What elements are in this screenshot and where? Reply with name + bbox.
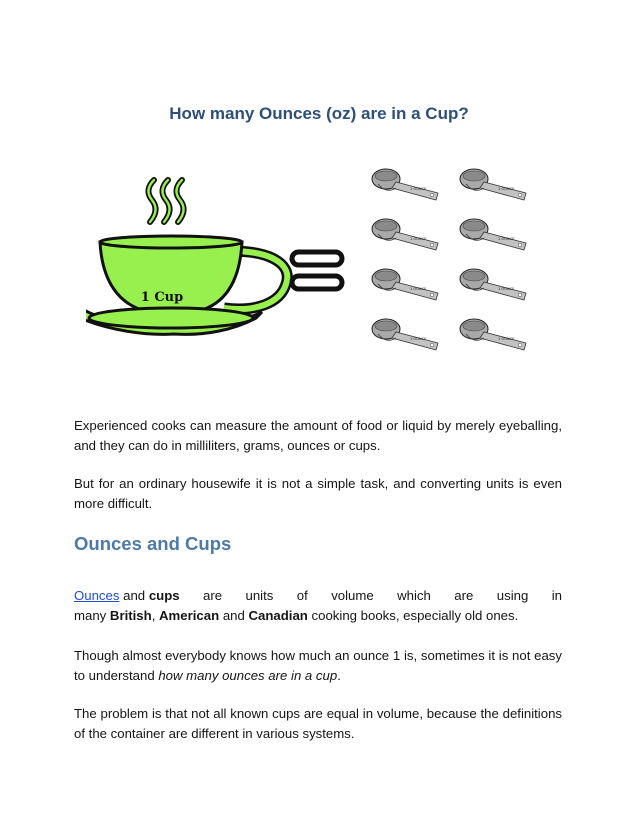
spoon-label: 1 OUNCE <box>410 287 427 291</box>
teacup-icon <box>86 236 287 334</box>
page-title: How many Ounces (oz) are in a Cup? <box>169 104 469 123</box>
measuring-spoon-icon <box>460 319 526 350</box>
text-period: . <box>337 668 341 683</box>
equals-sign-icon <box>292 252 342 289</box>
italic-question: how many ounces are in a cup <box>158 668 338 683</box>
units-paragraph-lead <box>74 586 180 606</box>
section-heading: Ounces and Cups <box>74 533 232 554</box>
intro-paragraph-2: But for an ordinary housewife it is not a simple task, and converting units is even more difficult. <box>74 476 562 511</box>
ounces-link[interactable]: Ounces <box>74 588 120 603</box>
measuring-spoon-icon <box>372 319 438 350</box>
measuring-spoon-icon <box>460 169 526 200</box>
spoon-label: 1 OUNCE <box>410 237 427 241</box>
word: which <box>397 588 431 603</box>
text-end: cooking books, especially old ones. <box>311 608 519 623</box>
bold-american: American <box>159 608 220 623</box>
text-and: and <box>123 588 146 603</box>
steam-icon <box>148 180 183 222</box>
word: are <box>203 588 223 603</box>
spoon-label: 1 OUNCE <box>498 237 515 241</box>
measuring-spoon-icon <box>372 219 438 250</box>
spoon-label: 1 OUNCE <box>498 187 515 191</box>
bold-cups: cups <box>148 588 180 603</box>
text: Though almost everybody knows how much an ounce 1 is, sometimes it is not easy to understand <box>74 648 562 683</box>
cup-to-ounces-illustration <box>86 168 536 378</box>
word: using <box>496 588 529 603</box>
cup-label: 1 Cup <box>140 290 184 305</box>
text-comma: , <box>151 608 156 623</box>
bold-british: British <box>109 608 152 623</box>
word: of <box>296 588 308 603</box>
measuring-spoon-icon <box>372 169 438 200</box>
units-paragraph-line-1 <box>74 586 562 606</box>
text-many: many <box>74 608 107 623</box>
units-paragraph-line-2 <box>74 606 562 626</box>
problem-paragraph: The problem is that not all known cups are equal in volume, because the definitions of the container are different in various systems. <box>74 706 562 741</box>
spoon-label: 1 OUNCE <box>410 337 427 341</box>
text-and: and <box>222 608 245 623</box>
spoon-label: 1 OUNCE <box>498 337 515 341</box>
spoons-grid <box>372 169 526 350</box>
spoon-label: 1 OUNCE <box>410 187 427 191</box>
measuring-spoon-icon <box>460 269 526 300</box>
word: volume <box>331 588 374 603</box>
bold-canadian: Canadian <box>248 608 308 623</box>
measuring-spoon-icon <box>460 219 526 250</box>
intro-paragraph-1: Experienced cooks can measure the amount of food or liquid by merely eyeballing, and they can do in milliliters, grams, ounces or cups. <box>74 418 562 453</box>
word: are <box>454 588 474 603</box>
spoon-label: 1 OUNCE <box>498 287 515 291</box>
measuring-spoon-icon <box>372 269 438 300</box>
word: in <box>551 588 562 603</box>
word: units <box>245 588 274 603</box>
understanding-paragraph <box>74 646 562 686</box>
units-paragraph <box>74 586 562 626</box>
